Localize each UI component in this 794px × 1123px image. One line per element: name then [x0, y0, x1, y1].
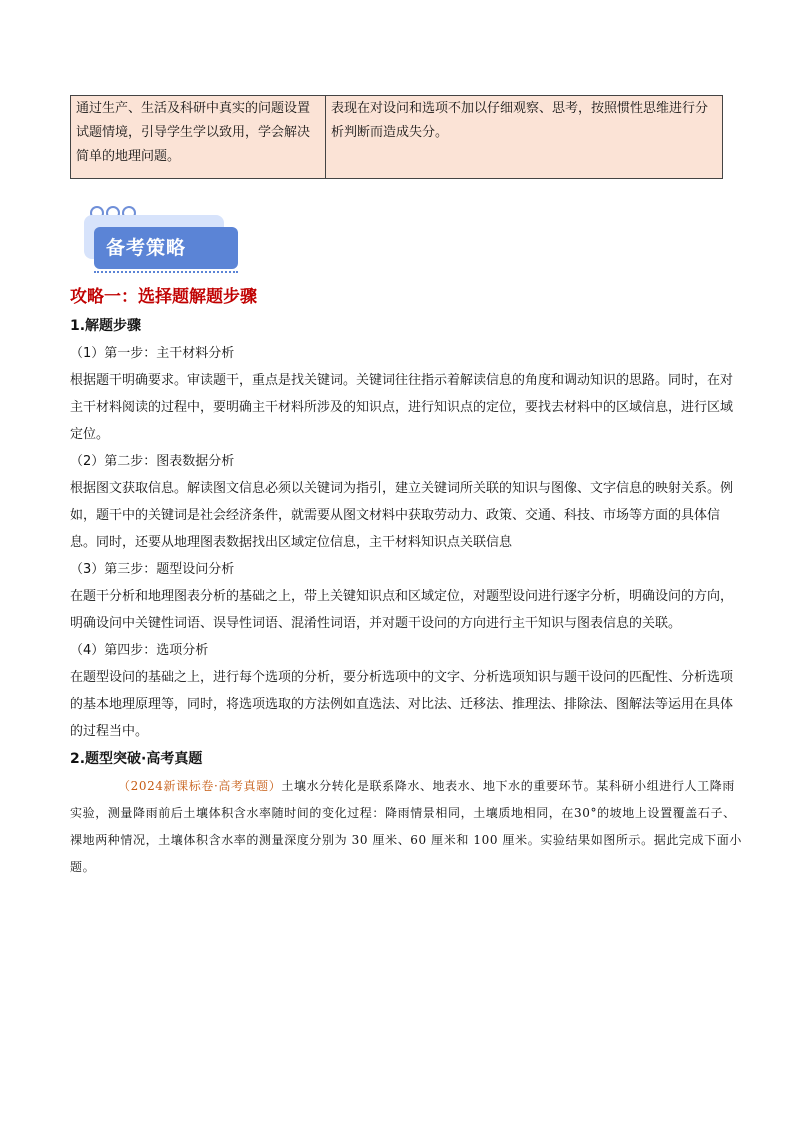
- step-label: （1）第一步：主干材料分析: [70, 346, 235, 361]
- step-label: （3）第三步：题型设问分析: [70, 562, 235, 577]
- table-row: [71, 96, 723, 179]
- section-badge: [84, 205, 244, 275]
- table-cell-requirement: 通过生产、生活及科研中真实的问题设置试题情境，引导学生学以致用，学会解决简单的地理问题。: [71, 96, 326, 179]
- requirement-table: [70, 95, 723, 179]
- exam-source: （2024新课标卷·高考真题）: [118, 779, 282, 793]
- exam-text: 土壤水分转化是联系降水、地表水、地下水的重要环节。某科研小组进行人工降雨实验，测量降雨前后土壤体积含水率随时间的变化过程：降雨情景相同，土壤质地相同，在30°的坡地上设置覆盖石子、裸地两种情况，土壤体积含水率的测量深度分别为 30 厘米、60 厘米和 100 厘米。实验结果如图所示。据此完成下面小题。: [70, 779, 742, 874]
- strategy-title: 攻略一：选择题解题步骤: [70, 287, 257, 307]
- section-title-exam: 2.题型突破·高考真题: [70, 751, 203, 767]
- step-text: 在题干分析和地理图表分析的基础之上，带上关键知识点和区域定位，对题型设问进行逐字分析，明确设问的方向，明确设问中关键性词语、误导性词语、混淆性词语，并对题干设问的方向进行主干知识与图表信息的关联。: [70, 589, 734, 631]
- exam-question-stem: [70, 773, 742, 881]
- badge-underline: [94, 271, 238, 273]
- step-text: 根据题干明确要求。审读题干，重点是找关键词。关键词往往指示着解读信息的角度和调动知识的思路。同时，在对主干材料阅读的过程中，要明确主干材料所涉及的知识点，进行知识点的定位，要找去材料中的区域信息，进行区域定位。: [70, 373, 734, 442]
- step-text: 在题型设问的基础之上，进行每个选项的分析，要分析选项中的文字、分析选项知识与题干设问的匹配性、分析选项的基本地理原理等，同时，将选项选取的方法例如直选法、对比法、迁移法、推理法、排除法、图解法等运用在具体的过程当中。: [70, 670, 734, 739]
- step-label: （4）第四步：选项分析: [70, 643, 209, 658]
- step-text: 根据图文获取信息。解读图文信息必须以关键词为指引，建立关键词所关联的知识与图像、文字信息的映射关系。例如，题干中的关键词是社会经济条件，就需要从图文材料中获取劳动力、政策、交通、科技、市场等方面的具体信息。同时，还要从地理图表数据找出区域定位信息，主干材料知识点关联信息: [70, 481, 734, 550]
- step-label: （2）第二步：图表数据分析: [70, 454, 235, 469]
- document-body: [70, 282, 742, 881]
- badge-label: 备考策略: [94, 227, 238, 269]
- section-title-steps: 1.解题步骤: [70, 318, 142, 334]
- table-cell-mistake: 表现在对设问和选项不加以仔细观察、思考，按照惯性思维进行分析判断而造成失分。: [326, 96, 723, 179]
